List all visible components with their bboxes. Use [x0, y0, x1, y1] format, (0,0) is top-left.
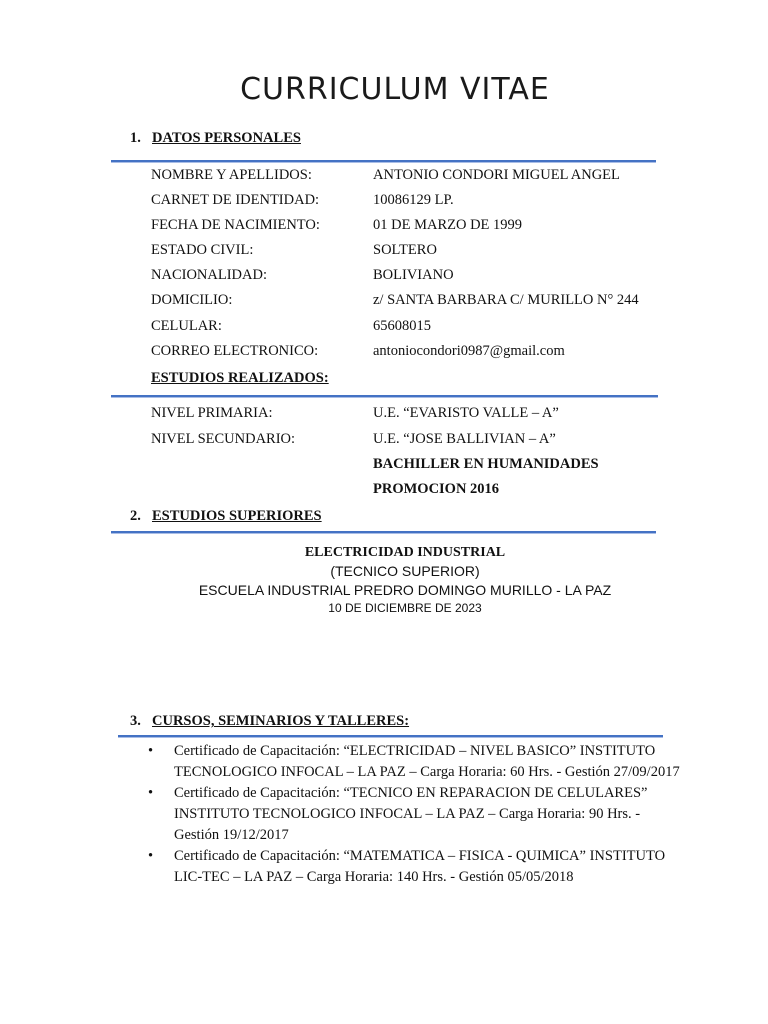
career-level: (TECNICO SUPERIOR): [330, 563, 480, 579]
personal-row: [0, 288, 768, 313]
studies-row: [0, 401, 768, 426]
field-label: FECHA DE NACIMIENTO:: [151, 217, 320, 233]
field-value: 01 DE MARZO DE 1999: [373, 217, 523, 233]
career-name: ELECTRICIDAD INDUSTRIAL: [304, 545, 506, 560]
field-value: 65608015: [373, 318, 431, 334]
studies-row: [0, 427, 768, 452]
field-label: ESTADO CIVIL:: [151, 242, 254, 258]
section-rule: [118, 735, 663, 737]
field-value: SOLTERO: [373, 242, 437, 258]
bullet-icon: •: [148, 743, 154, 759]
field-value: 10086129 LP.: [373, 192, 454, 208]
section-number: 2.: [130, 508, 141, 524]
field-label: CELULAR:: [151, 318, 222, 334]
field-label: CORREO ELECTRONICO:: [151, 343, 319, 359]
section-title: CURSOS, SEMINARIOS Y TALLERES:: [152, 713, 410, 729]
course-text: Certificado de Capacitación: “MATEMATICA – FISICA - QUIMICA” INSTITUTO LIC-TEC – LA PAZ – Carga Horaria: 140 Hrs. - Gestión 05/05/2018: [174, 848, 666, 885]
course-text: Certificado de Capacitación: “TECNICO EN REPARACION DE CELULARES” INSTITUTO TECNOLOGICO INFOCAL – LA PAZ – Carga Horaria: 90 Hrs. - Gestión 19/12/2017: [174, 785, 648, 843]
field-label: NOMBRE Y APELLIDOS:: [151, 167, 312, 183]
personal-row: [0, 163, 768, 188]
bullet-icon: •: [148, 785, 154, 801]
section-number: 3.: [130, 713, 141, 729]
field-label: DOMICILIO:: [151, 292, 233, 308]
courses-list: [148, 741, 688, 888]
list-item: [148, 741, 688, 783]
section-rule: [111, 160, 656, 162]
studies-row: [0, 477, 768, 502]
field-label: NACIONALIDAD:: [151, 267, 267, 283]
section-number: 1.: [130, 130, 141, 146]
degree-title: BACHILLER EN HUMANIDADES: [373, 456, 599, 472]
field-label: CARNET DE IDENTIDAD:: [151, 192, 320, 208]
field-value: U.E. “EVARISTO VALLE – A”: [373, 405, 559, 421]
field-value: U.E. “JOSE BALLIVIAN – A”: [373, 431, 556, 447]
superior-studies-block: [0, 544, 768, 617]
section-superior-heading: [130, 508, 322, 525]
personal-row: [0, 314, 768, 339]
personal-row: [0, 238, 768, 263]
section-title: ESTUDIOS SUPERIORES: [152, 508, 322, 524]
graduation-class: PROMOCION 2016: [373, 481, 500, 497]
bullet-icon: •: [148, 848, 154, 864]
field-value: BOLIVIANO: [373, 267, 454, 283]
section-rule: [111, 395, 658, 397]
course-text: Certificado de Capacitación: “ELECTRICIDAD – NIVEL BASICO” INSTITUTO TECNOLOGICO INFOCAL – LA PAZ – Carga Horaria: 60 Hrs. - Gestión 27/09/2017: [174, 743, 680, 780]
personal-row: [0, 263, 768, 288]
personal-row: [0, 339, 768, 364]
section-title: ESTUDIOS REALIZADOS:: [151, 370, 329, 386]
field-label: NIVEL PRIMARIA:: [151, 405, 273, 421]
section-personal-heading: [130, 130, 301, 147]
institution-name: ESCUELA INDUSTRIAL PREDRO DOMINGO MURILLO - LA PAZ: [198, 582, 612, 598]
field-value: z/ SANTA BARBARA C/ MURILLO N° 244: [373, 292, 639, 308]
graduation-date: 10 DE DICIEMBRE DE 2023: [328, 601, 482, 615]
section-title: DATOS PERSONALES: [152, 130, 301, 146]
studies-row: [0, 452, 768, 477]
field-label: NIVEL SECUNDARIO:: [151, 431, 296, 447]
section-studies-heading: [151, 370, 329, 387]
list-item: [148, 783, 688, 846]
personal-row: [0, 188, 768, 213]
cv-title: CURRICULUM VITAE: [240, 72, 550, 107]
field-value: antoniocondori0987@gmail.com: [373, 343, 565, 359]
field-value: ANTONIO CONDORI MIGUEL ANGEL: [373, 167, 620, 183]
section-rule: [111, 531, 656, 533]
list-item: [148, 846, 688, 888]
personal-row: [0, 213, 768, 238]
section-courses-heading: [130, 713, 409, 730]
